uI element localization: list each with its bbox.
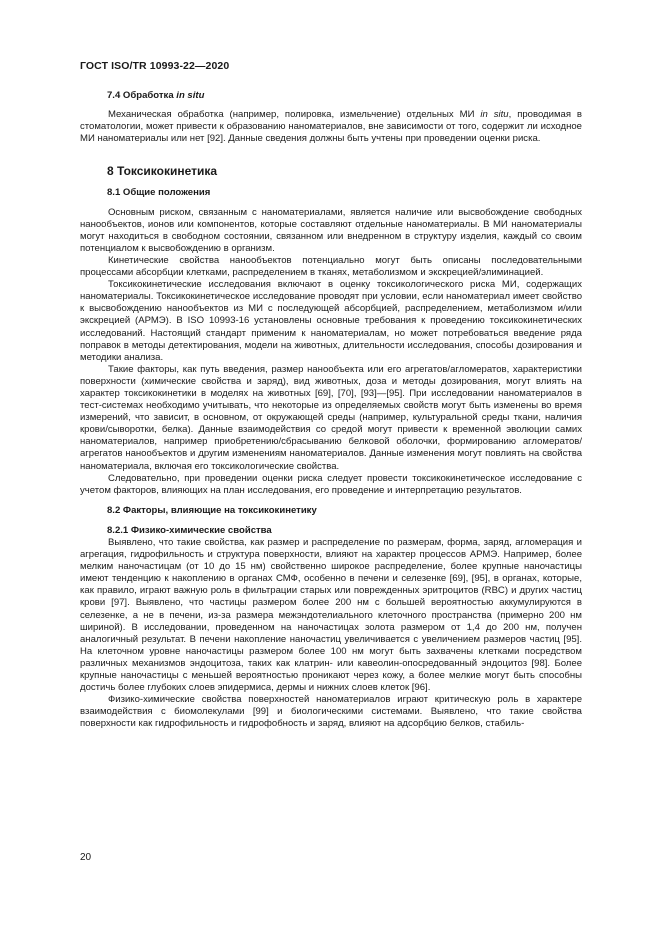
document-header-code: ГОСТ ISO/TR 10993-22—2020 (80, 60, 230, 72)
section-8-1-paragraph-4: Такие факторы, как путь введения, размер нанообъекта или его агрегатов/агломератов, характеристики поверхности (химические свойства и заряд), вид животных, доза и методы дозирования, могут влиять на характер токсикокинетики в моделях на животных [69], [70], [93]—[95]. При исследовании наноматериалов в тест-системах необходимо учитывать, что некоторые из определяемых свойств могут быть изменены во время измерений, что зависит, в основном, от окружающей среды (например, культуральной среды ткани, наличия крови/сыворотки, белка). Данные взаимодействия со средой могут привести к временной эволюции самих наноматериалов, например приобретению/сбрасыванию белковой оболочки, формированию агломератов/агрегатов нанообъектов и другим изменениям наноматериалов. Данные изменения могут повлиять на свойства наноматериала, включая его токсикологические свойства. (80, 363, 582, 472)
section-7-4-heading (107, 90, 582, 102)
section-7-4-heading-text: 7.4 Обработка (107, 90, 177, 101)
document-body (80, 90, 582, 731)
section-7-4-paragraph: Механическая обработка (например, полировка, измельчение) отдельных МИ in situ, проводимая в стоматологии, может привести к образованию наноматериалов, вне зависимости от того, содержит ли исходное МИ наноматериалы или нет [92]. Данные сведения должны быть учтены при проведении оценки риска. (80, 109, 582, 145)
section-8-1-paragraph-2: Кинетические свойства нанообъектов потенциально могут быть описаны последовательными процессами абсорбции клетками, распределением в тканях, метаболизмом и экскрецией/элиминацией. (80, 254, 582, 279)
section-8-2-1-paragraph-2: Физико-химические свойства поверхностей наноматериалов играют критическую роль в характере взаимодействия с биомолекулами [99] и биологическими системами. Выявлено, что такие свойства поверхности как гидрофильность и гидрофобность и заряд, влияют на адсорбцию белков, стабиль- (80, 694, 582, 730)
section-8-2-1-paragraph-1: Выявлено, что такие свойства, как размер и распределение по размерам, форма, заряд, агломерация и агрегация, гидрофильность и структура поверхности, влияют на характер процессов АРМЭ. Например, более мелким наночастицам (от 10 до 15 нм) свойственно широкое распределение, более крупные наночастицы имеют тенденцию к накоплению в органах СМФ, особенно в печени и селезенке [69], [95], в органах, которые, как правило, играют важную роль в фильтрации старых или поврежденных эритроцитов (RBC) и других частиц крови [97]. Выявлено, что частицы размером более 200 нм с большей вероятностью аккумулируются в селезенке, а не в печени, из-за размера межэндотелиального клеточного пространства (примерно 200 нм шириной). В исследовании, проведенном на наночастицах золота размером от 1,4 до 200 нм, получен аналогичный результат. В печени накопление наночастиц увеличивается с увеличением размеров частиц [95]. На клеточном уровне наночастицы размером более 100 нм могут быть захвачены клетками посредством различных механизмов эндоцитоза, таких как клатрин- или кавеолин-опосредованный эндоцитоз [98]. Более крупные наночастицы с меньшей вероятностью проникают через кожу, а более мелкие могут быть способны достичь более глубоких слоев эпидермиса, дермы и нижних слоев клеток [96]. (80, 537, 582, 694)
spacer (80, 517, 582, 525)
section-8-1-heading: 8.1 Общие положения (107, 187, 211, 199)
section-8-2-1-heading: 8.2.1 Физико-химические свойства (107, 524, 272, 536)
spacer (80, 497, 582, 505)
section-8-1-paragraph-5: Следовательно, при проведении оценки риска следует провести токсикокинетическое исследование с учетом факторов, влияющих на план исследования, его проведение и интерпретацию результатов. (80, 472, 582, 496)
section-8-heading: 8 Токсикокинетика (107, 164, 218, 179)
section-8-2-heading: 8.2 Факторы, влияющие на токсикокинетику (107, 504, 317, 516)
page-number: 20 (80, 852, 92, 863)
section-7-4-heading-italic: in situ (176, 90, 205, 101)
section-8-1-paragraph-1: Основным риском, связанным с наноматериалами, является наличие или высвобождение свободных нанообъектов, ионов или компонентов, которые составляют отдельные наноматериалы. В МИ наноматериалы могут находиться в свободном состоянии, связанном или внедренном в структуру изделия, каждый со своим потенциалом к высвобождению в организм. (80, 206, 582, 254)
section-8-1-paragraph-3: Токсикокинетические исследования включают в оценку токсикологического риска МИ, содержащих наноматериалы. Токсикокинетическое исследование проводят при условии, если наноматериал имеет свойство к высвобождению нанообъектов из МИ с последующей абсорбцией, распределением, метаболизмом и/или экскрецией (АРМЭ). В ISO 10993-16 установлены основные требования к проведению токсикокинетических исследований. Настоящий стандарт применим к наноматериалам, но может потребоваться введение ряда поправок в методы детектирования, модели на животных, длительности исследования, способы дозирования и методики анализа. (80, 279, 582, 363)
